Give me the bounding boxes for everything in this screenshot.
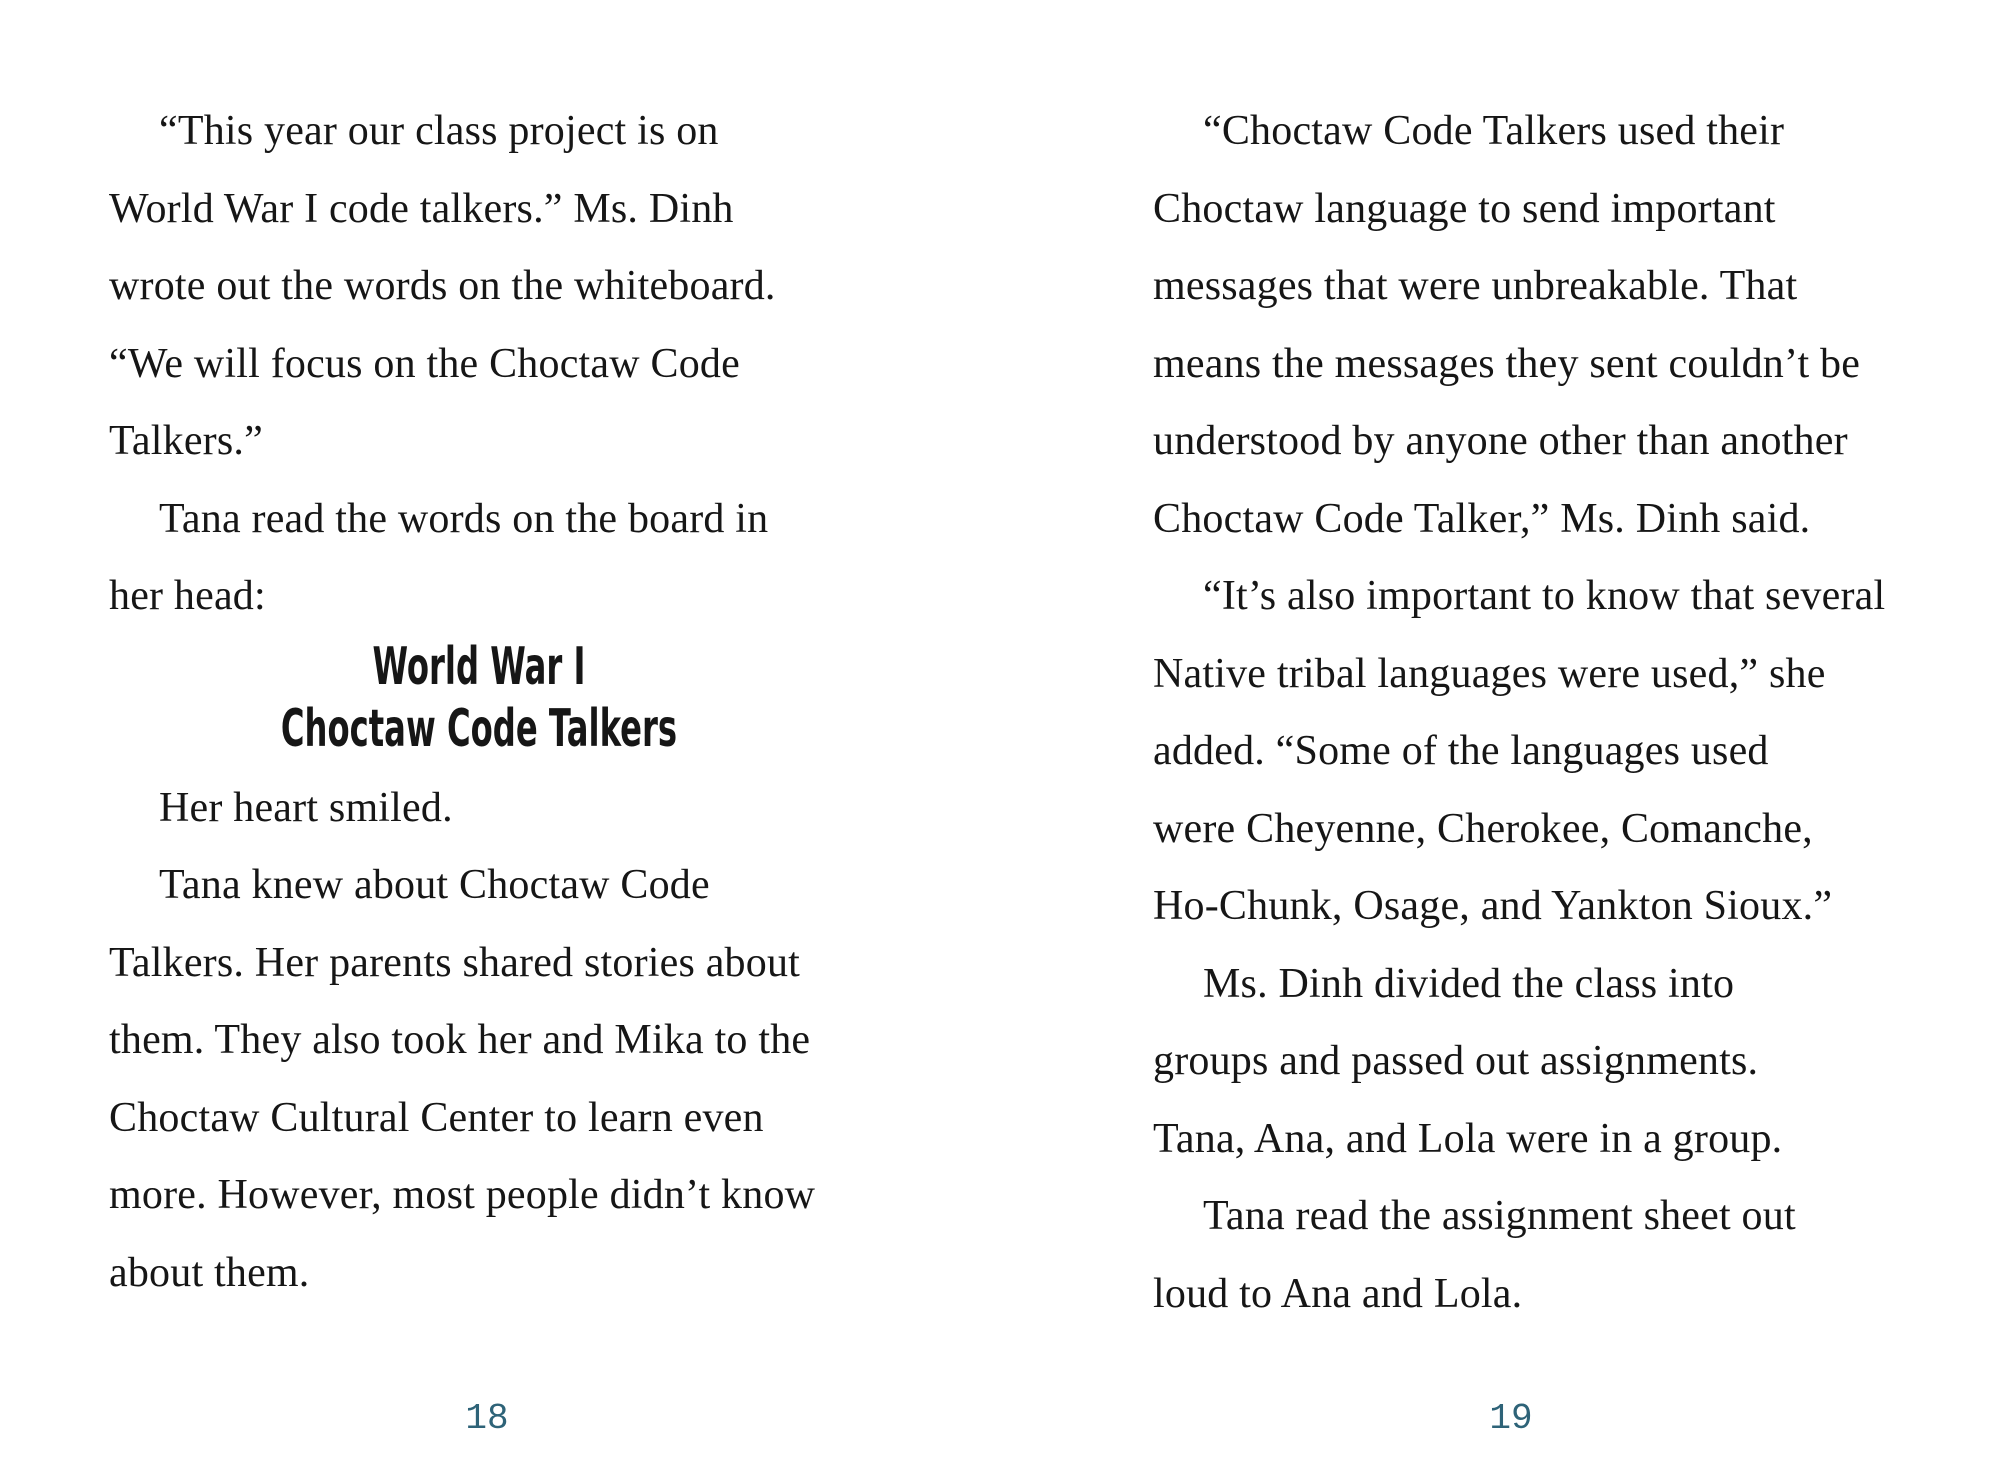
whiteboard-heading-line-2: Choctaw Code Talkers <box>280 698 678 759</box>
text-line: “This year our class project is on <box>159 108 719 154</box>
whiteboard-heading-line-1: World War I <box>372 636 586 697</box>
text-line: Tana, Ana, and Lola were in a group. <box>1153 1115 1783 1162</box>
page-right <box>1000 0 2000 1481</box>
text-line: Tana knew about Choctaw Code <box>159 862 710 908</box>
text-line: Choctaw Cultural Center to learn even <box>109 1094 764 1141</box>
text-line: means the messages they sent couldn’t be <box>1153 340 1861 387</box>
text-line: groups and passed out assignments. <box>1153 1038 1759 1084</box>
text-line: Native tribal languages were used,” she <box>1153 650 1826 697</box>
page-number-right: 19 <box>1489 1398 1533 1439</box>
left-text-column <box>109 93 849 1312</box>
text-line: loud to Ana and Lola. <box>1153 1270 1523 1317</box>
text-line: added. “Some of the languages used <box>1153 728 1769 774</box>
text-line: messages that were unbreakable. That <box>1153 263 1798 309</box>
text-line: Tana read the assignment sheet out <box>1203 1193 1796 1239</box>
text-line: her head: <box>109 573 266 619</box>
text-line: understood by anyone other than another <box>1153 418 1848 464</box>
text-line: Choctaw language to send important <box>1153 185 1776 232</box>
text-line: “Choctaw Code Talkers used their <box>1203 108 1785 154</box>
text-line: them. They also took her and Mika to the <box>109 1017 811 1063</box>
text-line: World War I code talkers.” Ms. Dinh <box>109 185 734 232</box>
text-line: Ho-Chunk, Osage, and Yankton Sioux.” <box>1153 883 1833 929</box>
right-text-column <box>1153 93 1893 1333</box>
text-line: more. However, most people didn’t know <box>109 1172 816 1218</box>
text-line: wrote out the words on the whiteboard. <box>109 263 776 309</box>
text-line: Talkers.” <box>109 418 263 464</box>
text-line: “It’s also important to know that several <box>1203 573 1886 619</box>
page-number-left: 18 <box>465 1398 509 1439</box>
text-line: Talkers. Her parents shared stories about <box>109 939 801 986</box>
text-line: Tana read the words on the board in <box>159 495 769 542</box>
text-line: Her heart smiled. <box>159 784 453 831</box>
text-line: about them. <box>109 1249 310 1296</box>
text-line: were Cheyenne, Cherokee, Comanche, <box>1153 805 1813 852</box>
text-line: Ms. Dinh divided the class into <box>1203 960 1735 1007</box>
text-line: “We will focus on the Choctaw Code <box>109 340 740 387</box>
text-line: Choctaw Code Talker,” Ms. Dinh said. <box>1153 495 1811 542</box>
